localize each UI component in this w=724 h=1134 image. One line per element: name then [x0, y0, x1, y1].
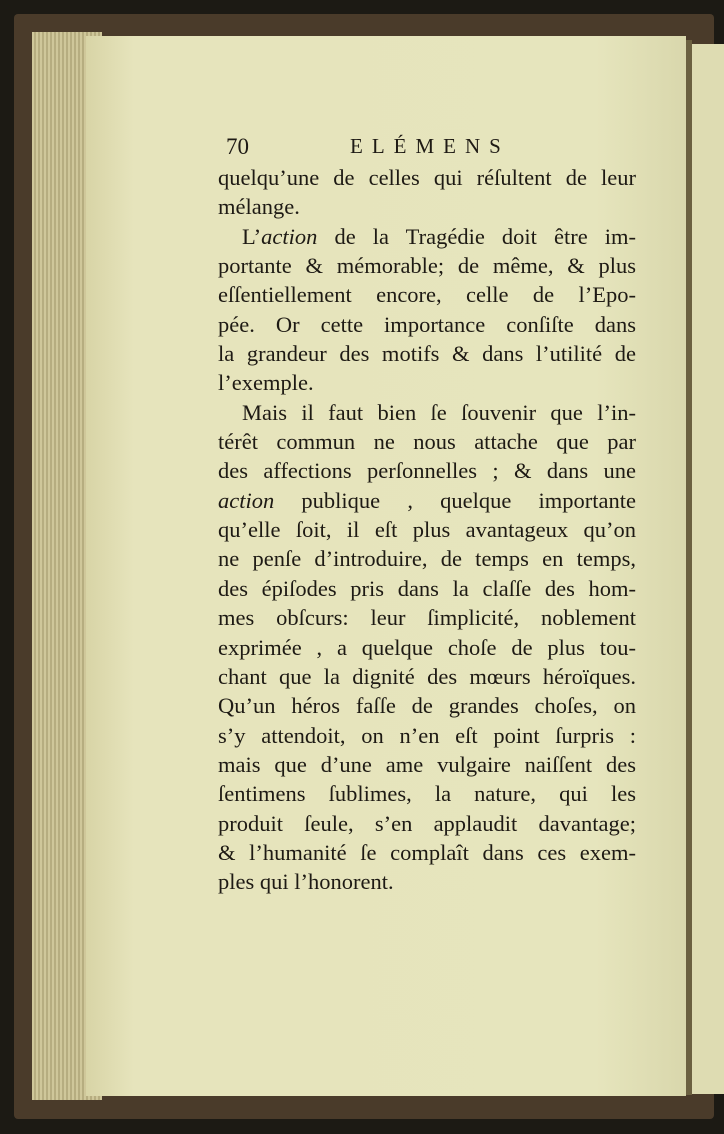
text-line — [218, 662, 636, 691]
text-line — [218, 192, 636, 221]
line-text: des épiſodes pris dans la claſſe des hom- — [218, 575, 636, 601]
text-line — [218, 368, 636, 397]
line-text: la grandeur des motifs & dans l’utilité de — [218, 341, 636, 367]
line-text: ples qui l’honorent. — [218, 869, 394, 895]
text-line — [218, 163, 636, 192]
text-line — [218, 603, 636, 632]
line-text: mes obſcurs: leur ſimplicité, noblement — [218, 605, 636, 631]
running-title: ELÉMENS — [350, 134, 510, 158]
line-text: qu’elle ſoit, il eſt plus avantageux qu’on — [218, 517, 636, 543]
text-line — [218, 339, 636, 368]
line-text: s’y attendoit, on n’en eſt point ſurpris : — [218, 722, 636, 748]
text-line — [218, 515, 636, 544]
line-text: Qu’un héros faſſe de grandes choſes, on — [218, 693, 636, 719]
facing-page — [692, 44, 724, 1094]
italic-word: action — [261, 223, 318, 249]
line-text: eſſentiellement encore, celle de l’Epo- — [218, 282, 636, 308]
text-line — [218, 544, 636, 573]
text-line — [218, 721, 636, 750]
text-line — [218, 809, 636, 838]
line-text: quelqu’une de celles qui réſultent de leur — [218, 165, 636, 190]
line-text: pée. Or cette importance conſiſte dans — [218, 311, 636, 337]
line-text: térêt commun ne nous attache que par — [218, 429, 636, 455]
page-number: 70 — [226, 134, 249, 159]
line-text: chant que la dignité des mœurs héroïques. — [218, 663, 636, 689]
line-text: l’exemple. — [218, 370, 314, 396]
page-header — [226, 134, 636, 164]
text-line — [218, 838, 636, 867]
text-line — [218, 574, 636, 603]
body-text — [218, 163, 636, 897]
text-line — [218, 633, 636, 662]
text-line — [218, 222, 636, 251]
line-text: portante & mémorable; de même, & plus — [218, 253, 636, 279]
text-line — [218, 867, 636, 896]
text-line — [218, 280, 636, 309]
italic-word: action — [218, 487, 275, 513]
text-line — [218, 691, 636, 720]
line-text: publique , quelque importante — [274, 487, 636, 513]
line-text: de la Tragédie doit être im- — [317, 223, 636, 249]
text-line — [218, 398, 636, 427]
text-line — [218, 251, 636, 280]
text-line — [218, 427, 636, 456]
line-text: & l’humanité ſe complaît dans ces exem- — [218, 839, 636, 865]
text-line — [218, 310, 636, 339]
line-text: des affections perſonnelles ; & dans une — [218, 458, 636, 484]
line-text: mélange. — [218, 194, 300, 220]
text-line — [218, 779, 636, 808]
line-prefix: L’ — [242, 223, 262, 249]
line-text: produit ſeule, s’en applaudit davantage; — [218, 810, 636, 836]
line-text: Mais il faut bien ſe ſouvenir que l’in- — [242, 399, 636, 425]
text-line — [218, 486, 636, 515]
line-text: ne penſe d’introduire, de temps en temps, — [218, 546, 636, 572]
line-text: ſentimens ſublimes, la nature, qui les — [218, 781, 636, 807]
line-text: exprimée , a quelque choſe de plus tou- — [218, 634, 636, 660]
text-line — [218, 750, 636, 779]
line-text: mais que d’une ame vulgaire naiſſent des — [218, 751, 636, 777]
text-line — [218, 456, 636, 485]
